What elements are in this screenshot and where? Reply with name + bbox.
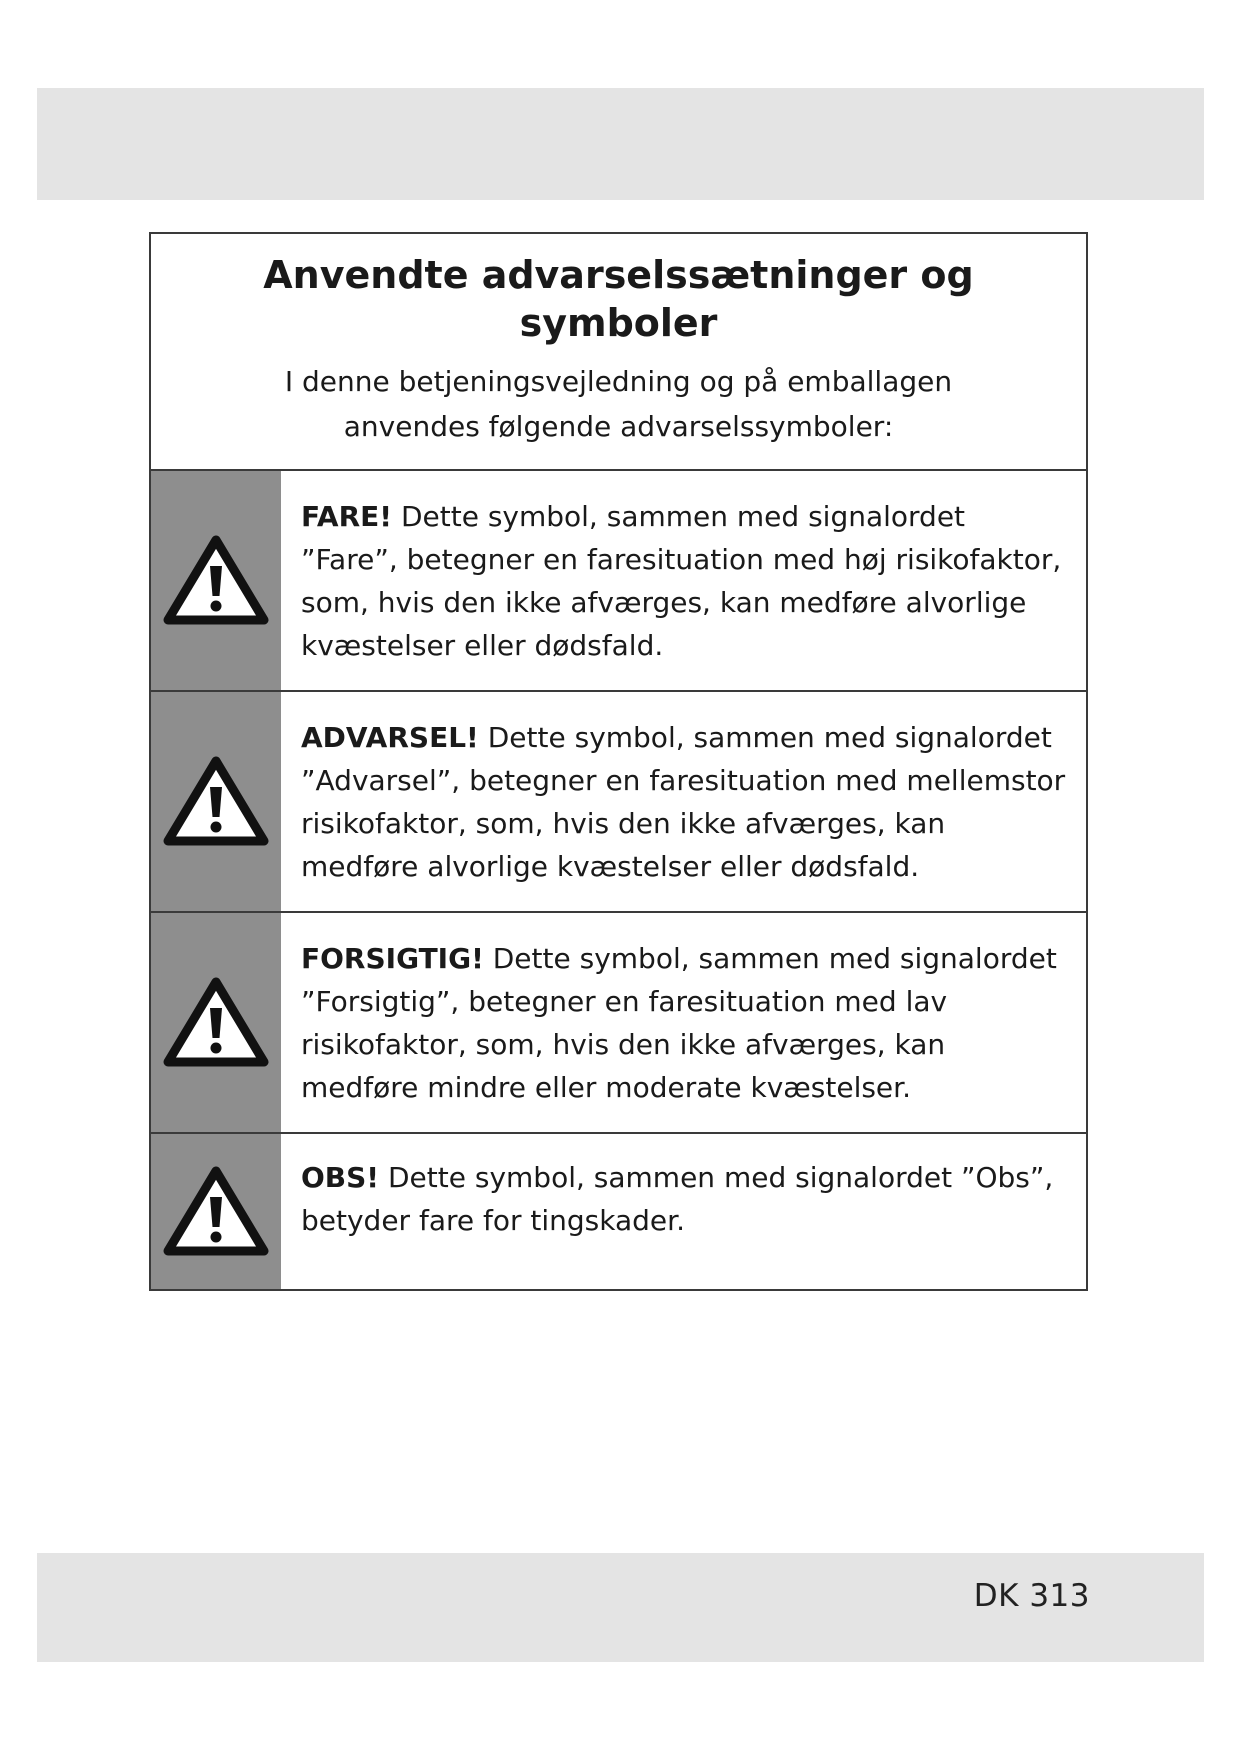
warning-triangle-icon	[162, 1165, 270, 1259]
signal-word: FORSIGTIG!	[301, 942, 484, 975]
warning-description	[281, 471, 1086, 690]
warning-triangle-icon	[162, 534, 270, 628]
warning-text: Dette symbol, sammen med signalordet ”Advarsel”, betegner en faresituation med mellemstor risikofaktor, som, hvis den ikke afværges, kan medføre alvorlige kvæstelser eller dødsfald.	[301, 721, 1066, 883]
icon-cell	[151, 1134, 281, 1289]
signal-word: OBS!	[301, 1161, 380, 1194]
warning-text: Dette symbol, sammen med signalordet ”Forsigtig”, betegner en faresituation med lav risikofaktor, som, hvis den ikke afværges, kan medføre mindre eller moderate kvæstelser.	[301, 942, 1057, 1104]
top-header-band	[37, 88, 1204, 200]
signal-word: ADVARSEL!	[301, 721, 479, 754]
warning-description	[281, 692, 1086, 911]
icon-cell	[151, 471, 281, 690]
page-number: DK 313	[973, 1578, 1090, 1614]
section-intro: I denne betjeningsvejledning og på emballagen anvendes følgende advarselssymboler:	[284, 365, 953, 443]
table-header	[151, 234, 1086, 471]
warning-description	[281, 1134, 1086, 1289]
icon-cell	[151, 692, 281, 911]
warning-row-obs	[151, 1134, 1086, 1289]
warning-row-fare	[151, 471, 1086, 692]
icon-cell	[151, 913, 281, 1132]
section-title: Anvendte advarselssætninger og symboler	[263, 253, 974, 345]
warning-description	[281, 913, 1086, 1132]
warning-text: Dette symbol, sammen med signalordet ”Fare”, betegner en faresituation med høj risikofaktor, som, hvis den ikke afværges, kan medføre alvorlige kvæstelser eller dødsfald.	[301, 500, 1062, 662]
warning-symbols-table	[149, 232, 1088, 1291]
warning-text: Dette symbol, sammen med signalordet ”Obs”, betyder fare for tingskader.	[301, 1161, 1054, 1237]
signal-word: FARE!	[301, 500, 393, 533]
warning-row-advarsel	[151, 692, 1086, 913]
warning-row-forsigtig	[151, 913, 1086, 1134]
warning-triangle-icon	[162, 755, 270, 849]
warning-triangle-icon	[162, 976, 270, 1070]
